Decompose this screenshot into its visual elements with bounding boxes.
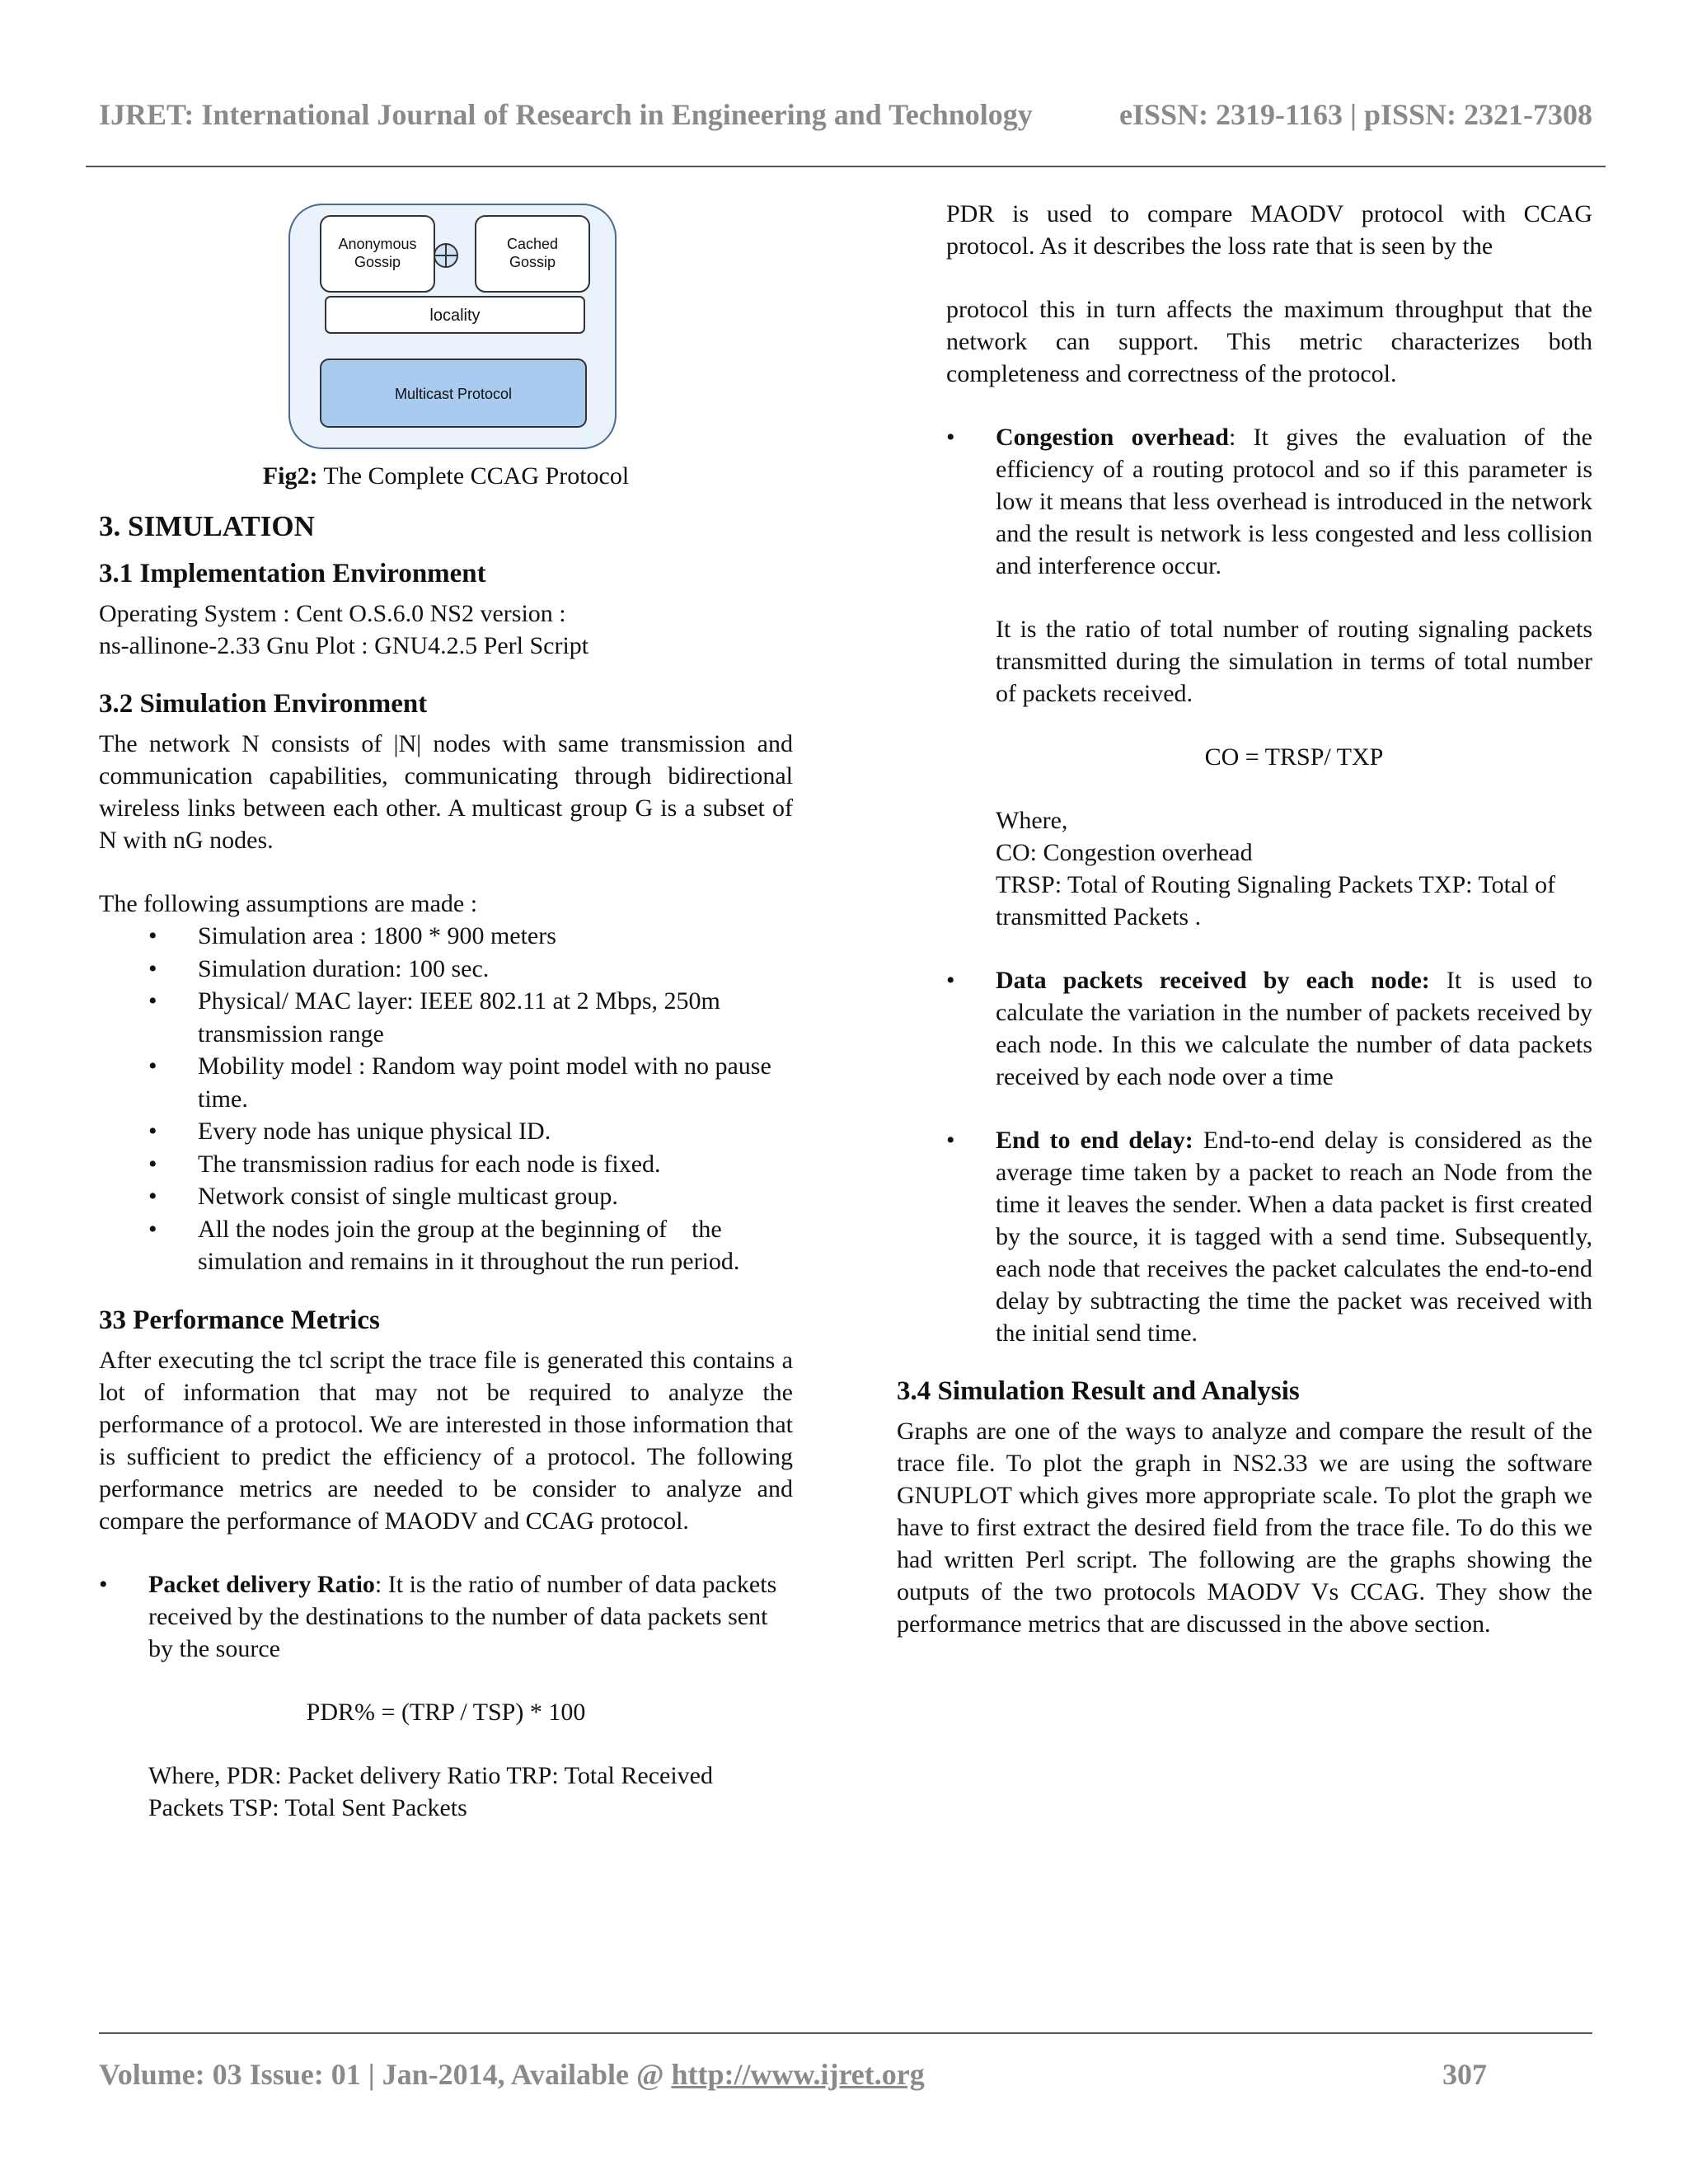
congestion-item: • Congestion overhead: It gives the evaluation of the efficiency of a routing protocol and so if this parameter is low it means that less overhead is introduced in the network and the result is network is less congested and less collision and interference occur. [897, 421, 1592, 582]
results-paragraph: Graphs are one of the ways to analyze and compare the result of the trace file. To plot the graph in NS2.33 we are using the software GNUPLOT which gives more appropriate scale. To plot the graph we have to first extract the desired field from the trace file. To do this we had written Perl script. The following are the graphs showing the outputs of the two protocols MAODV Vs CCAG. They show the performance metrics that are discussed in the above section. [897, 1418, 1592, 1638]
section-3-2-heading: 3.2 Simulation Environment [99, 689, 428, 719]
list-item: • All the nodes join the group at the beginning of the simulation and remains in it throughout the run period. [198, 1213, 793, 1278]
anonymous-label-1: Anonymous [338, 236, 417, 252]
pdr-where: Where, PDR: Packet delivery Ratio TRP: Total Received Packets TSP: Total Sent Packets [148, 1761, 713, 1821]
pdr-continuation-2: protocol this in turn affects the maximum throughput that the network can support. This metric characterizes both completeness and correctness of the protocol. [946, 296, 1592, 387]
footer-link[interactable]: http://www.ijret.org [671, 2058, 925, 2091]
list-item: • Network consist of single multicast group. [198, 1180, 793, 1213]
header-rule [86, 166, 1606, 167]
section-3-1-heading: 3.1 Implementation Environment [99, 559, 486, 588]
journal-title: IJRET: International Journal of Research in Engineering and Technology [99, 98, 1033, 131]
pdr-formula: PDR% = (TRP / TSP) * 100 [306, 1698, 586, 1726]
right-column [897, 198, 1592, 1640]
issn: eISSN: 2319-1163 | pISSN: 2321-7308 [1119, 98, 1592, 131]
anonymous-label-2: Gossip [354, 254, 401, 270]
locality-label: locality [429, 307, 481, 325]
footer-volume: Volume: 03 Issue: 01 | Jan-2014, Available @ http://www.ijret.org [99, 2058, 925, 2091]
page-number: 307 [1442, 2058, 1487, 2091]
multicast-label: Multicast Protocol [394, 386, 513, 402]
figure-ccag [288, 203, 617, 450]
co-formula: CO = TRSP/ TXP [1204, 743, 1384, 771]
end-to-end-item: • End to end delay: End-to-end delay is considered as the average time taken by a packet to reach an Node from the time it leaves the sender. When a data packet is first created by the source, it is tagged with a send time. Subsequently, each node that receives the packet calculates the end-to-end delay by subtracting the time the packet was received with the initial send time. [897, 1124, 1592, 1349]
section-3-4-heading: 3.4 Simulation Result and Analysis [897, 1376, 1300, 1406]
data-packets-item: • Data packets received by each node: It is used to calculate the variation in the number of packets received by each node. In this we calculate the number of data packets received by each node over a time [897, 964, 1592, 1093]
simulation-env-paragraph: The network N consists of |N| nodes with same transmission and communication capabilities, communicating through bidirectional wireless links between each other. A multicast group G is a subset of N with nG nodes. [99, 730, 793, 854]
implementation-text: Operating System : Cent O.S.6.0 NS2 version : ns-allinone-2.33 Gnu Plot : GNU4.2.5 Perl Script [99, 600, 589, 659]
performance-paragraph: After executing the tcl script the trace file is generated this contains a lot of information that may not be required to analyze the performance of a protocol. We are interested in those information that is sufficient to predict the efficiency of a protocol. The following performance metrics are needed to be consider to analyze and compare the performance of MAODV and CCAG protocol. [99, 1346, 793, 1535]
footer-rule [99, 2032, 1592, 2034]
congestion-ratio: It is the ratio of total number of routing signaling packets transmitted during the simulation in terms of total number of packets received. [996, 616, 1592, 707]
pdr-item: • Packet delivery Ratio: It is the ratio of number of data packets received by the destinations to the number of data packets sent by the source [99, 1568, 793, 1665]
section-3-heading: 3. SIMULATION [99, 510, 315, 542]
assumptions-list [99, 920, 793, 1278]
section-3-3-heading: 33 Performance Metrics [99, 1305, 380, 1335]
list-item: • Simulation duration: 100 sec. [198, 953, 793, 986]
list-item: • Mobility model : Random way point model with no pause time. [198, 1050, 793, 1115]
co-where: Where, CO: Congestion overhead TRSP: Total of Routing Signaling Packets TXP: Total of transmitted Packets . [996, 807, 1556, 930]
list-item: • Every node has unique physical ID. [198, 1115, 793, 1148]
cached-label-2: Gossip [509, 254, 556, 270]
cached-label-1: Cached [506, 236, 559, 252]
pdr-continuation-1: PDR is used to compare MAODV protocol with CCAG protocol. As it describes the loss rate that is seen by the [946, 200, 1592, 260]
list-item: • Physical/ MAC layer: IEEE 802.11 at 2 Mbps, 250m transmission range [198, 985, 793, 1050]
figure-caption: Fig2: The Complete CCAG Protocol [262, 462, 630, 490]
ccag-diagram [288, 203, 617, 450]
left-column [99, 198, 793, 1824]
list-item: • Simulation area : 1800 * 900 meters [198, 920, 793, 953]
assumptions-intro: The following assumptions are made : [99, 890, 478, 917]
list-item: • The transmission radius for each node is fixed. [198, 1148, 793, 1181]
